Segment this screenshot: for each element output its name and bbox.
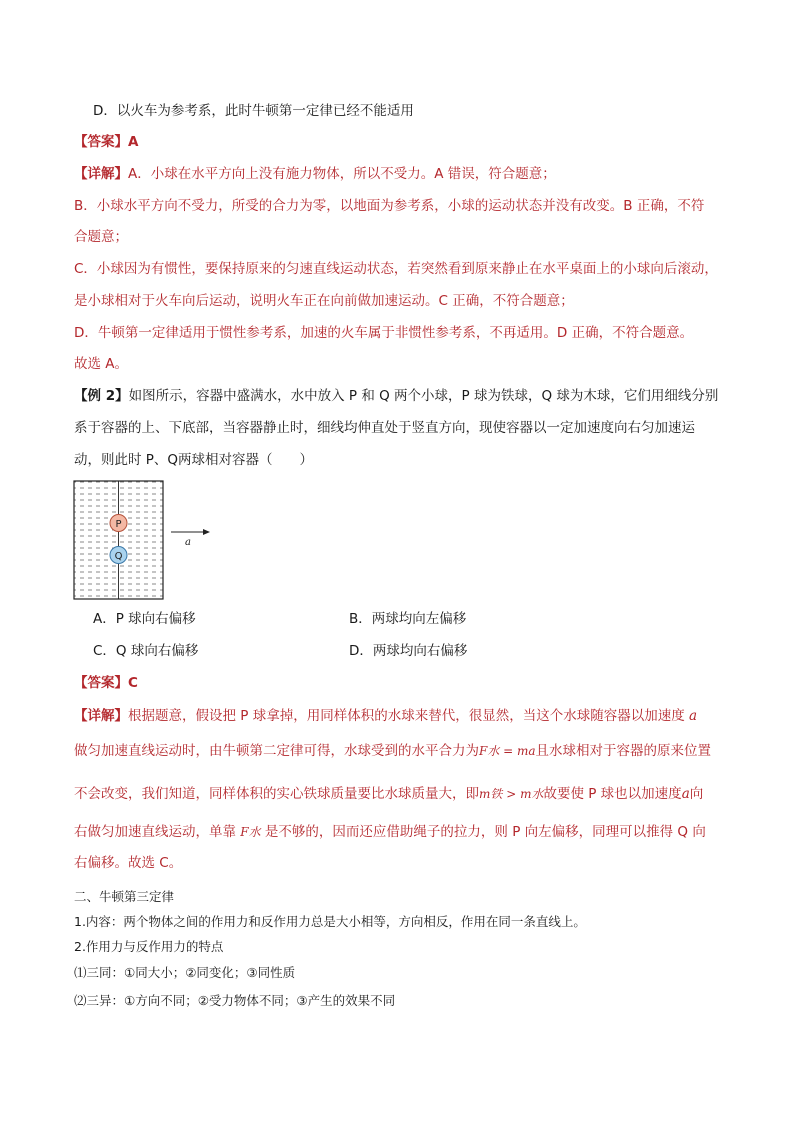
example2-detail-1: 根据题意，假设把 P 球拿掉，用同样体积的水球来替代，很显然，当这个水球随容器以加速度: [128, 708, 685, 724]
example2-detail-3a: 不会改变，我们知道，同样体积的实心铁球质量要比水球质量大，即: [74, 786, 479, 802]
acceleration-arrow-head: [203, 529, 210, 535]
section-three-same: ⑴三同：①同大小；②同变化；③同性质: [74, 965, 296, 980]
example2-detail-line-3: [74, 784, 703, 804]
formula-mass-compare: m铁 > m水: [479, 787, 544, 801]
detail-a-line: [74, 164, 556, 184]
example2-question-line-1: [74, 386, 718, 406]
detail-d-line: D．牛顿第一定律适用于惯性参考系，加速的火车属于非惯性参考系，不再适用。D 正确，不符合题意。: [74, 325, 694, 341]
option-d: D．两球均向右偏移: [349, 643, 468, 659]
section-content: 1.内容：两个物体之间的作用力和反作用力总是大小相等，方向相反，作用在同一条直线上。: [74, 914, 586, 929]
example2-detail-label: 【详解】: [74, 708, 128, 724]
example2-detail-2b: 且水球相对于容器的原来位置: [535, 743, 712, 759]
formula-f-ma: F水 = ma: [479, 744, 536, 758]
option-b: B．两球均向左偏移: [349, 611, 467, 627]
acceleration-label: a: [185, 537, 191, 548]
option-c: C．Q 球向右偏移: [93, 643, 199, 659]
detail-b-line-2: 合题意；: [74, 229, 128, 245]
section-features: 2.作用力与反作用力的特点: [74, 939, 224, 954]
detail-b-line-1: B．小球水平方向不受力，所受的合力为零，以地面为参考系，小球的运动状态并没有改变。B 正确，不符: [74, 198, 705, 214]
ball-p-label: P: [115, 519, 122, 530]
section-three-diff: ⑵三异：①方向不同；②受力物体不同；③产生的效果不同: [74, 993, 396, 1008]
example2-question-line-2: 系于容器的上、下底部，当容器静止时，细线均伸直处于竖直方向，现使容器以一定加速度向右匀加速运: [74, 420, 695, 436]
example2-detail-2a: 做匀加速直线运动时，由牛顿第二定律可得，水球受到的水平合力为: [74, 743, 479, 759]
detail-c-line-1: C．小球因为有惯性，要保持原来的匀速直线运动状态，若突然看到原来静止在水平桌面上的小球向后滚动，: [74, 261, 718, 277]
section-heading: 二、牛顿第三定律: [74, 889, 175, 904]
answer-value: A: [128, 134, 139, 150]
ball-q-label: Q: [114, 551, 123, 562]
example2-q1: 如图所示，容器中盛满水，水中放入 P 和 Q 两个小球，P 球为铁球，Q 球为木球，它们用细线分别: [128, 388, 719, 404]
choose-line: 故选 A。: [74, 356, 129, 372]
example2-detail-line-4: [74, 822, 706, 842]
option-d-text: D．以火车为参考系，此时牛顿第一定律已经不能适用: [93, 103, 414, 119]
example2-detail-line-1: [74, 706, 697, 726]
answer-line: [74, 132, 138, 152]
detail-c-line-2: 是小球相对于火车向后运动，说明火车正在向前做加速运动。C 正确，不符合题意；: [74, 293, 574, 309]
accel-var-2: a: [681, 786, 690, 802]
example2-detail-3c: 向: [689, 786, 704, 802]
example2-answer-label: 【答案】: [74, 675, 128, 691]
example2-detail-4b: 是不够的，因而还应借助绳子的拉力，则 P 向左偏移，同理可以推得 Q 向: [264, 824, 706, 840]
example2-answer-value: C: [128, 675, 138, 691]
example2-answer-line: [74, 673, 138, 693]
accel-var-1: a: [689, 708, 698, 724]
example2-question-line-3: 动，则此时 P、Q两球相对容器（ ）: [74, 452, 314, 468]
example2-detail-3b: 故要使 P 球也以加速度: [543, 786, 682, 802]
example2-detail-line-2: [74, 741, 711, 761]
option-a: A．P 球向右偏移: [93, 611, 196, 627]
example2-label: 【例 2】: [74, 388, 129, 404]
container-figure: [72, 479, 222, 603]
answer-label: 【答案】: [74, 134, 128, 150]
example2-detail-4a: 右做匀加速直线运动，单靠: [74, 824, 236, 840]
formula-f-water: F水: [240, 825, 261, 839]
detail-label: 【详解】: [74, 166, 128, 182]
detail-a-text: A．小球在水平方向上没有施力物体，所以不受力。A 错误，符合题意；: [128, 166, 556, 182]
example2-detail-line-5: 右偏移。故选 C。: [74, 855, 183, 871]
